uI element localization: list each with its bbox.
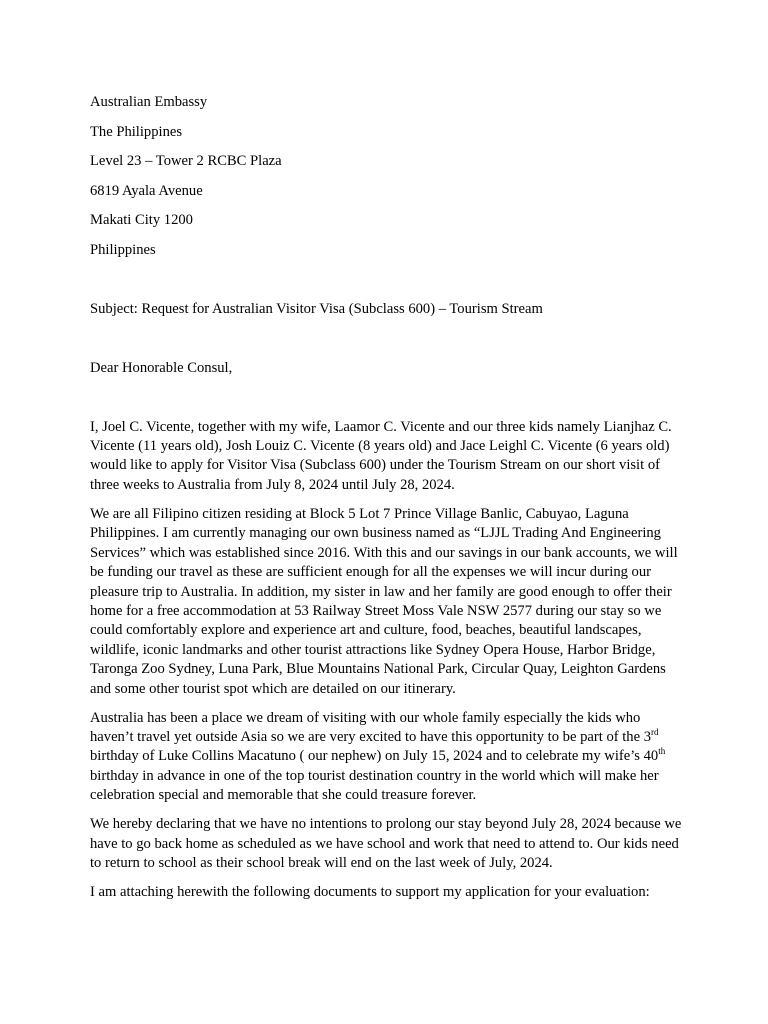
salutation: Dear Honorable Consul, <box>90 359 233 376</box>
address-line-city: Makati City 1200 <box>90 212 193 229</box>
spacer <box>90 270 682 299</box>
spacer <box>90 378 682 418</box>
purpose-text-3: birthday in advance in one of the top tourist destination country in the world which will make her celebration special and memorable that she could treasure forever. <box>90 767 659 804</box>
address-line-building: Level 23 – Tower 2 RCBC Plaza <box>90 153 282 170</box>
paragraph-return-intent: We hereby declaring that we have no intentions to prolong our stay beyond July 28, 2024 because we have to go back home as scheduled as we have school and work that need to attend to. Our kids need to return to school as their school break will end on the last week of July, 2024. <box>90 816 682 871</box>
address-line-embassy: Australian Embassy <box>90 94 208 110</box>
purpose-text-1: Australia has been a place we dream of visiting with our whole family especially the kids who haven’t travel yet outside Asia so we are very excited to have this opportunity to be part of the 3 <box>90 709 652 745</box>
ordinal-suffix-th: th <box>658 746 666 757</box>
address-line-country-office: The Philippines <box>90 123 183 140</box>
purpose-text-2: birthday of Luke Collins Macatuno ( our nephew) on July 15, 2024 and to celebrate my wife’s 40 <box>90 748 659 765</box>
address-line-country: Philippines <box>90 241 156 258</box>
recipient-address <box>90 93 682 260</box>
letter-content <box>90 93 682 912</box>
paragraph-residence-funding: We are all Filipino citizen residing at Block 5 Lot 7 Prince Village Banlic, Cabuyao, Laguna Philippines. I am currently managing our own business named as “LJJL Trading And Engineering Services” which was established since 2016. With this and our savings in our bank accounts, we will be funding our travel as these are sufficient enough for all the expenses we will incur during our pleasure trip to Australia. In addition, my sister in law and her family are good enough to offer their home for a free accommodation at 53 Railway Street Moss Vale NSW 2577 during our stay so we could comfortably explore and experience art and culture, food, beaches, beautiful landscapes, wildlife, iconic landmarks and other tourist attractions like Sydney Opera House, Harbor Bridge, Taronga Zoo Sydney, Luna Park, Blue Mountains National Park, Circular Quay, Leighton Gardens and some other tourist spot which are detailed on our itinerary. <box>90 505 678 697</box>
paragraph-attachments-intro: I am attaching herewith the following documents to support my application for your evaluation: <box>90 883 650 900</box>
ordinal-suffix-rd: rd <box>651 726 659 737</box>
address-line-street: 6819 Ayala Avenue <box>90 182 203 199</box>
paragraph-purpose <box>90 709 682 806</box>
paragraph-introduction: I, Joel C. Vicente, together with my wife, Laamor C. Vicente and our three kids namely Lianjhaz C. Vicente (11 years old), Josh Louiz C. Vicente (8 years old) and Jace Leighl C. Vicente (6 years old) would like to apply for Visitor Visa (Subclass 600) under the Tourism Stream on our short visit of three weeks to Australia from July 8, 2024 until July 28, 2024. <box>90 418 672 493</box>
spacer <box>90 319 682 359</box>
subject-line: Subject: Request for Australian Visitor Visa (Subclass 600) – Tourism Stream <box>90 300 543 317</box>
